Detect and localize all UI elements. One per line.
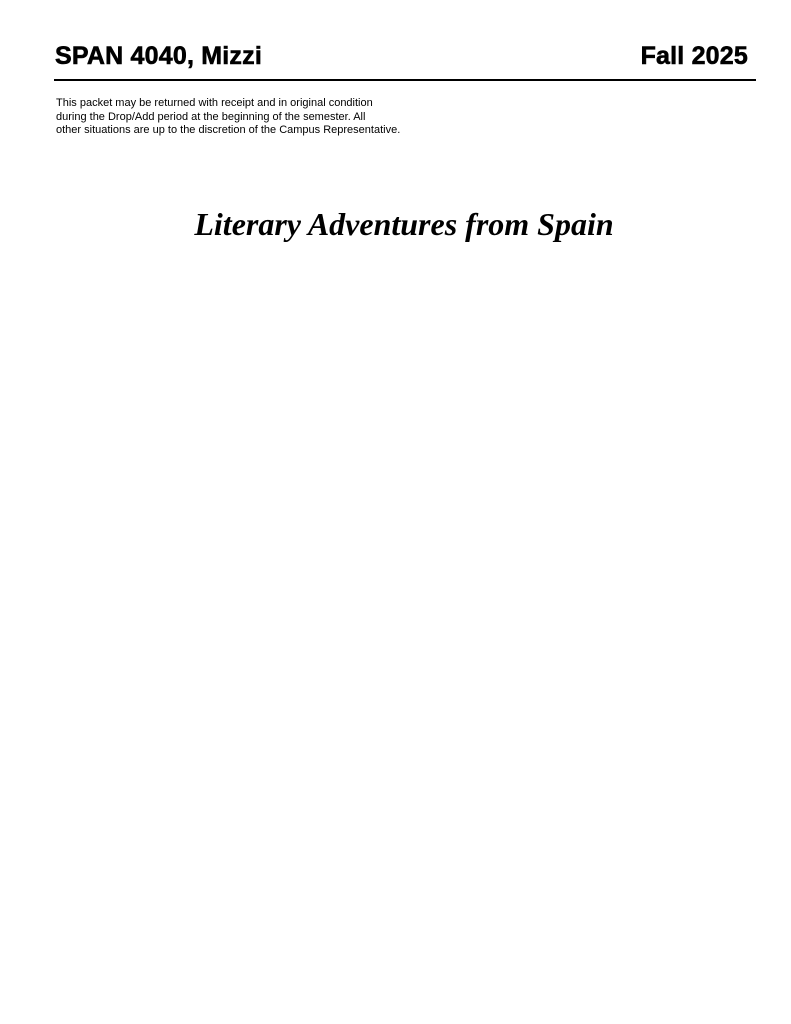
term-heading: Fall 2025 xyxy=(640,42,748,70)
notice-line-1: This packet may be returned with receipt and in original condition xyxy=(56,97,373,109)
packet-title: Literary Adventures from Spain xyxy=(194,206,614,242)
notice-line-2: during the Drop/Add period at the beginning of the semester. All xyxy=(56,110,366,123)
notice-line-3: other situations are up to the discretion of the Campus Representative. xyxy=(56,124,401,136)
page-header xyxy=(55,40,756,74)
course-heading: SPAN 4040, Mizzi xyxy=(55,42,262,70)
header-divider xyxy=(54,79,756,81)
return-policy-notice xyxy=(56,97,476,138)
